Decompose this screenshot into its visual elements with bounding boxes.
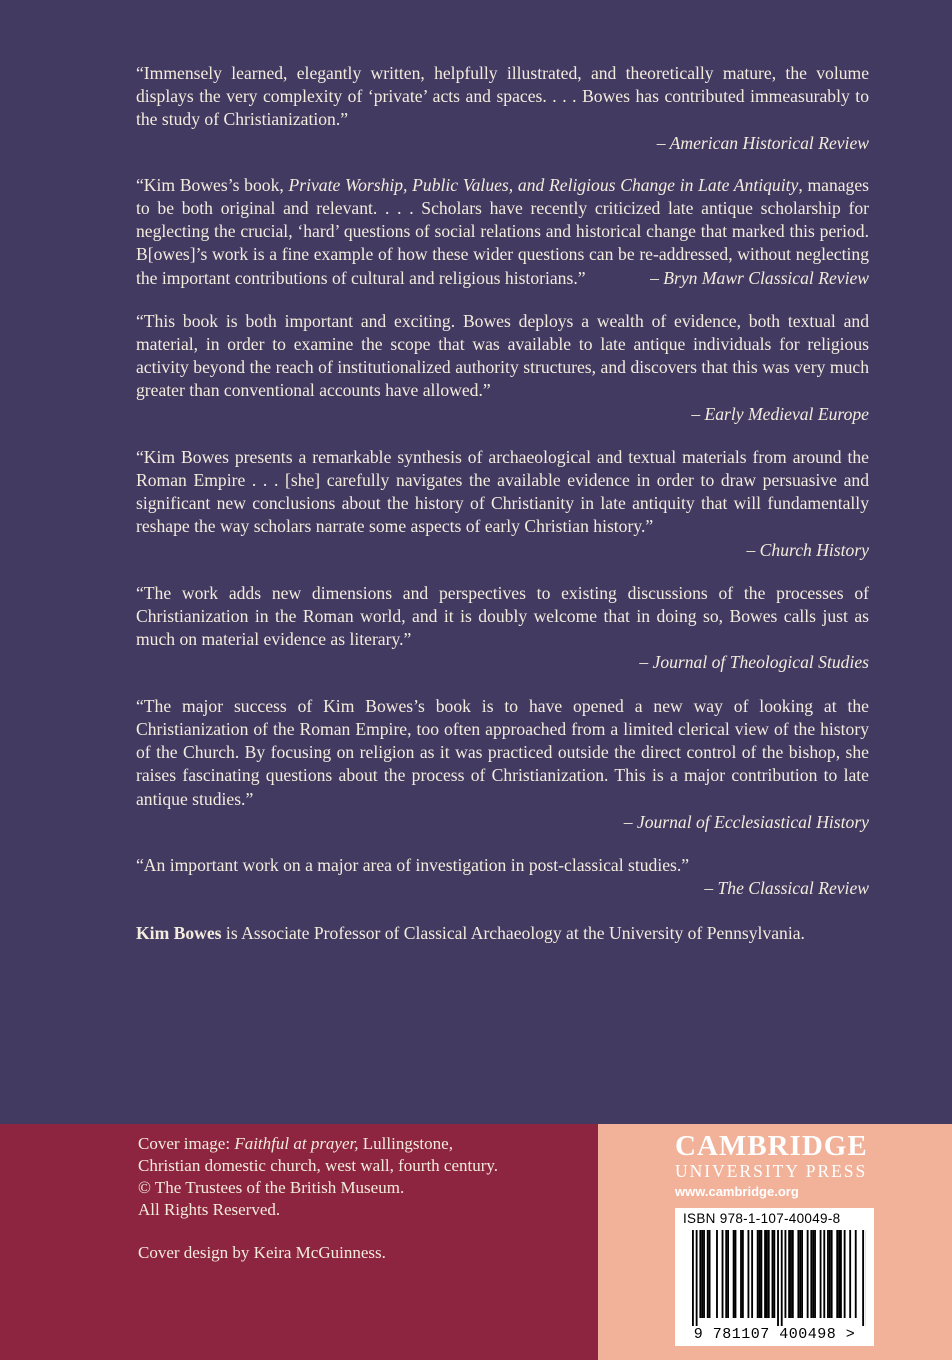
barcode-bar: [735, 1230, 737, 1318]
barcode-bar: [759, 1230, 761, 1318]
barcode-bars: [683, 1230, 866, 1326]
review-text: “This book is both important and exciting. Bowes deploys a wealth of evidence, both textual and material, in order to examine the scope that was available to late antique individuals for religious activity beyond the reach of institutionalized authority structures, and discovers that this was very much greater than conventional accounts have allowed.”: [136, 310, 869, 401]
barcode-bar: [836, 1230, 838, 1318]
review-source: – Bryn Mawr Classical Review: [650, 267, 869, 288]
barcode-bar: [760, 1230, 762, 1318]
barcode-bar: [764, 1230, 766, 1318]
barcode-bar: [773, 1230, 775, 1318]
credit-rights: All Rights Reserved.: [138, 1200, 281, 1219]
barcode-bar: [701, 1230, 703, 1318]
barcode-bar: [727, 1230, 729, 1318]
credit-label: Cover image:: [138, 1134, 235, 1153]
barcode-bar: [781, 1230, 783, 1326]
author-bio: [136, 922, 869, 945]
author-bio-text: is Associate Professor of Classical Archaeology at the University of Pennsylvania.: [221, 923, 805, 944]
barcode-bar: [785, 1230, 787, 1318]
barcode-bar: [692, 1230, 694, 1326]
barcode-bar: [722, 1230, 724, 1318]
barcode-bar: [810, 1230, 812, 1318]
barcode-bar: [820, 1230, 822, 1318]
barcode-bar: [772, 1230, 774, 1318]
barcode-bar: [696, 1230, 698, 1326]
review-text: “The major success of Kim Bowes’s book is to have opened a new way of looking at the Christianization of the Roman Empire, too often approached from a limited clerical view of the history of the Church. By focusing on religion as it was practiced outside the direct control of the bishop, she raises fascinating questions about the process of Christianization. This is a major contribution to late antique studies.”: [136, 695, 869, 809]
barcode-bar: [849, 1230, 851, 1318]
barcode-bar: [823, 1230, 825, 1318]
barcode-bar: [807, 1230, 809, 1318]
barcode-bar: [709, 1230, 711, 1318]
review-4: [136, 446, 869, 562]
publisher-subtitle: UNIVERSITY PRESS: [675, 1161, 868, 1181]
barcode-bar: [733, 1230, 735, 1318]
publisher-url: www.cambridge.org: [675, 1184, 799, 1199]
barcode-bar: [790, 1230, 792, 1318]
credit-copyright: © The Trustees of the British Museum.: [138, 1178, 405, 1197]
credit-location: Lullingstone,: [358, 1134, 453, 1153]
barcode-bar: [812, 1230, 814, 1318]
review-source: – American Historical Review: [656, 132, 869, 153]
barcode-bar: [827, 1230, 829, 1318]
barcode-bar: [799, 1230, 801, 1318]
barcode-bar: [829, 1230, 831, 1318]
review-text: “Immensely learned, elegantly written, helpfully illustrated, and theoretically mature, the volume displays the very complexity of ‘private’ acts and spaces. . . . Bowes has contributed immeasurably to the study of Christianization.”: [136, 63, 869, 130]
barcode-bar: [703, 1230, 705, 1318]
barcode-bar: [757, 1230, 759, 1318]
review-1: [136, 62, 869, 155]
review-source: – Journal of Ecclesiastical History: [623, 811, 869, 832]
barcode-bar: [862, 1230, 864, 1326]
barcode-bar: [831, 1230, 833, 1318]
review-text: “Kim Bowes presents a remarkable synthesis of archaeological and textual materials from around the Roman Empire . . . [she] carefully navigates the available evidence in order to draw persuasive and significant new conclusions about the history of Christianity in late antiquity that will fundamentally reshape the way scholars narrate some aspects of early Christian history.”: [136, 446, 869, 537]
barcode-bar: [751, 1230, 753, 1318]
review-3: [136, 310, 869, 426]
publisher-name: CAMBRIDGE: [675, 1130, 868, 1162]
barcode-bar: [748, 1230, 750, 1318]
barcode-bar: [742, 1230, 744, 1318]
barcode-bar: [768, 1230, 770, 1318]
artwork-title: Faithful at prayer,: [234, 1134, 359, 1153]
review-source: – Journal of Theological Studies: [639, 652, 869, 673]
reviews-block: [136, 62, 869, 946]
review-text: “The work adds new dimensions and perspectives to existing discussions of the processes of Christianization in the Roman world, and it is doubly welcome that in doing so, Bowes calls just as much on material evidence as literary.”: [136, 582, 869, 650]
barcode-bar: [797, 1230, 799, 1318]
review-source: – Early Medieval Europe: [691, 403, 869, 424]
barcode-bar: [855, 1230, 857, 1318]
review-2: [136, 174, 869, 290]
cover-image-credit: [138, 1133, 588, 1221]
review-5: [136, 582, 869, 675]
barcode-digits: 9 781107 400498 >: [693, 1326, 856, 1343]
publisher-logo: [675, 1131, 868, 1199]
review-source: – Church History: [746, 539, 869, 560]
isbn-label: ISBN 978-1-107-40049-8: [683, 1211, 841, 1226]
barcode-bar: [838, 1230, 840, 1318]
isbn-barcode: [675, 1208, 874, 1346]
barcode-bar: [716, 1230, 718, 1318]
barcode-bar: [801, 1230, 803, 1318]
barcode-bar: [766, 1230, 768, 1318]
review-text: “An important work on a major area of investigation in post-classical studies.”: [136, 854, 690, 875]
barcode-bar: [840, 1230, 842, 1318]
author-name: Kim Bowes: [136, 923, 222, 944]
review-text: , manages to be both original and relevant. . . . Scholars have recently criticized late antique scholarship for neglecting the crucial, ‘hard’ questions of social relations and historical change that marked this period. B[owes]’s work is a fine example of how these wider questions can be re-addressed, without neglecting the important contributions of cultural and religious historians.”: [136, 174, 869, 288]
barcode-bar: [740, 1230, 742, 1318]
barcode-bar: [699, 1230, 701, 1318]
review-source: – The Classical Review: [704, 878, 869, 899]
review-6: [136, 695, 869, 834]
review-text: “Kim Bowes’s book,: [136, 174, 289, 195]
barcode-bar: [725, 1230, 727, 1318]
book-title: Private Worship, Public Values, and Religious Change in Late Antiquity: [288, 174, 799, 195]
barcode-bar: [844, 1230, 846, 1318]
barcode-bar: [792, 1230, 794, 1318]
barcode-bar: [777, 1230, 779, 1326]
cover-design-credit: Cover design by Keira McGuinness.: [138, 1243, 386, 1262]
credit-line: Christian domestic church, west wall, fourth century.: [138, 1156, 499, 1175]
barcode-bar: [788, 1230, 790, 1318]
barcode-bar: [814, 1230, 816, 1318]
barcode-bar: [707, 1230, 709, 1318]
review-7: [136, 854, 869, 900]
